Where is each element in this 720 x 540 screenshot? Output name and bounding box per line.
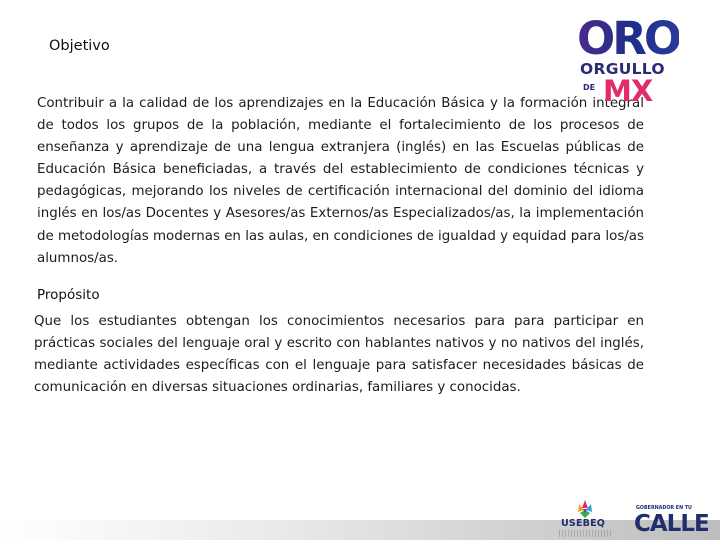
logo-orgullo-text: ORGULLO [580, 60, 665, 78]
objetivo-heading: Objetivo [49, 38, 110, 54]
logo-oro-text: ORO [577, 12, 680, 65]
oro-orgullo-de-mx-logo [575, 13, 687, 108]
footer-band [0, 520, 720, 540]
proposito-heading: Propósito [37, 287, 100, 303]
usebeq-logo [559, 500, 611, 540]
usebeq-name: USEBEQ [561, 518, 606, 529]
calle-big-text: CALLE [634, 511, 709, 537]
proposito-paragraph: Que los estudiantes obtengan los conocimientos necesarios para para participar en prácticas sociales del lenguaje oral y escrito con hablantes nativos y no nativos del inglés, mediante actividades específicas con el lenguaje para satisfacer necesidades básicas de comunicación en diversas situaciones ordinarias, familiares y conocidas. [34, 314, 644, 395]
usebeq-mark-icon [576, 500, 594, 518]
logo-mx-text: MX [603, 74, 653, 108]
calle-small-text: GOBERNADOR EN TU [636, 506, 692, 511]
objetivo-paragraph: Contribuir a la calidad de los aprendizajes en la Educación Básica y la formación integral de todos los grupos de la población, mediante el fortalecimiento de los procesos de enseñanza y aprendizaje de una lengua extranjera (inglés) en las Escuelas públicas de Educación Básica beneficiadas, a través del establecimiento de condiciones técnicas y pedagógicas, mejorando los niveles de certificación internacional del dominio del idioma inglés en los/as Docentes y Asesores/as Externos/as Especializados/as, la implementación de metodologías modernas en las aulas, en condiciones de igualdad y equidad para los/as alumnos/as. [37, 96, 644, 266]
gobernador-en-tu-calle-logo [633, 506, 709, 540]
usebeq-tagline [559, 530, 611, 537]
logo-de-text: DE [583, 83, 596, 92]
